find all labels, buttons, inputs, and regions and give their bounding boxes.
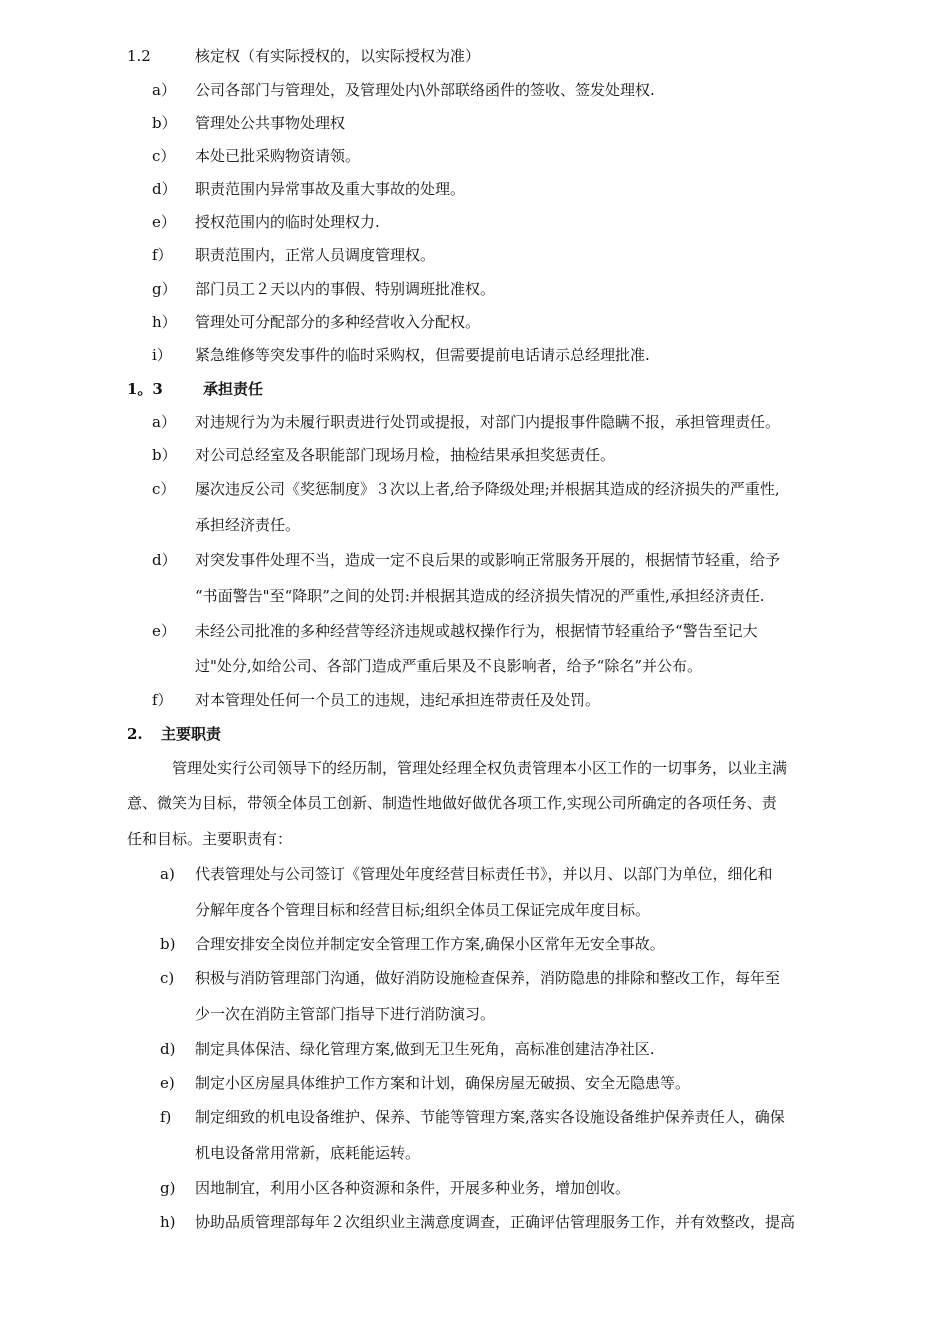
item-marker: c） [152,480,176,498]
section-number: 1.2 [127,47,151,65]
section-number: 1。3 [127,380,163,398]
item-marker: b） [152,114,177,132]
item-text: 因地制宜，利用小区各种资源和条件，开展多种业务，增加创收。 [195,1179,631,1197]
item-marker: f) [160,1108,172,1126]
item-text: 未经公司批准的多种经营等经济违规或越权操作行为，根据情节轻重给予“警告至记大 [195,622,758,640]
paragraph-line: 任和目标。主要职责有： [127,830,293,848]
section-number: 2. [127,725,143,743]
item-marker: g) [160,1179,176,1197]
item-text: 授权范围内的临时处理权力. [195,213,380,231]
item-marker: a) [160,865,175,883]
item-text: 协助品质管理部每年２次组织业主满意度调查，正确评估管理服务工作，并有效整改，提高 [195,1213,796,1231]
item-text-continued: 承担经济责任。 [195,516,301,534]
item-marker: c) [160,969,175,987]
item-marker: h） [152,313,177,331]
section-title: 承担责任 [203,380,264,398]
item-marker: a） [152,81,176,99]
item-text-continued: 机电设备常用常新，底耗能运转。 [195,1144,421,1162]
item-text: 制定细致的机电设备维护、保养、节能等管理方案,落实各设施设备维护保养责任人，确保 [195,1108,785,1126]
item-text: 对本管理处任何一个员工的违规，违纪承担连带责任及处罚。 [195,691,601,709]
item-text: 制定小区房屋具体维护工作方案和计划，确保房屋无破损、安全无隐患等。 [195,1074,691,1092]
item-marker: f） [152,691,173,709]
item-text: 合理安排安全岗位并制定安全管理工作方案,确保小区常年无安全事故。 [195,935,665,953]
item-marker: i） [152,346,172,364]
section-title: 核定权（有实际授权的，以实际授权为准） [195,47,481,65]
item-text: 管理处可分配部分的多种经营收入分配权。 [195,313,481,331]
item-text: 公司各部门与管理处，及管理处内\外部联络函件的签收、签发处理权. [195,81,655,99]
item-text: 积极与消防管理部门沟通，做好消防设施检查保养，消防隐患的排除和整改工作，每年至 [195,969,781,987]
item-marker: b） [152,446,177,464]
item-text: 屡次违反公司《奖惩制度》３次以上者,给予降级处理;并根据其造成的经济损失的严重性, [195,480,780,498]
item-marker: f） [152,246,173,264]
section-title: 主要职责 [161,725,222,743]
item-marker: c） [152,147,176,165]
item-marker: e) [160,1074,175,1092]
item-text: 管理处公共事物处理权 [195,114,346,132]
item-text: 职责范围内，正常人员调度管理权。 [195,246,436,264]
item-marker: d) [160,1040,176,1058]
item-text: 对公司总经室及各职能部门现场月检，抽检结果承担奖惩责任。 [195,446,616,464]
paragraph-line: 管理处实行公司领导下的经历制，管理处经理全权负责管理本小区工作的一切事务，以业主满 [172,759,788,777]
item-text: 本处已批采购物资请领。 [195,147,361,165]
item-text-continued: 少一次在消防主管部门指导下进行消防演习。 [195,1005,496,1023]
item-text: 对违规行为为未履行职责进行处罚或提报，对部门内提报事件隐瞒不报，承担管理责任。 [195,413,781,431]
item-text: 职责范围内异常事故及重大事故的处理。 [195,180,466,198]
item-marker: e） [152,622,176,640]
item-marker: d） [152,551,177,569]
item-text: 对突发事件处理不当，造成一定不良后果的或影响正常服务开展的，根据情节轻重，给予 [195,551,781,569]
item-text-continued: 分解年度各个管理目标和经营目标;组织全体员工保证完成年度目标。 [195,901,651,919]
paragraph-line: 意、微笑为目标，带领全体员工创新、制造性地做好做优各项工作,实现公司所确定的各项任务、责 [127,794,777,812]
item-marker: h) [160,1213,176,1231]
item-marker: a） [152,413,176,431]
item-text: 制定具体保洁、绿化管理方案,做到无卫生死角，高标准创建洁净社区. [195,1040,655,1058]
item-text: 代表管理处与公司签订《管理处年度经营目标责任书》，并以月、以部门为单位，细化和 [195,865,773,883]
item-marker: b) [160,935,176,953]
item-marker: d） [152,180,177,198]
item-marker: g） [152,280,177,298]
item-marker: e） [152,213,176,231]
item-text: 紧急维修等突发事件的临时采购权，但需要提前电话请示总经理批准. [195,346,650,364]
item-text-continued: 过"处分,如给公司、各部门造成严重后果及不良影响者，给予“除名”并公布。 [195,657,703,675]
item-text: 部门员工２天以内的事假、特别调班批准权。 [195,280,496,298]
item-text-continued: “书面警告"至“降职”之间的处罚:并根据其造成的经济损失情况的严重性,承担经济责任. [195,587,765,605]
